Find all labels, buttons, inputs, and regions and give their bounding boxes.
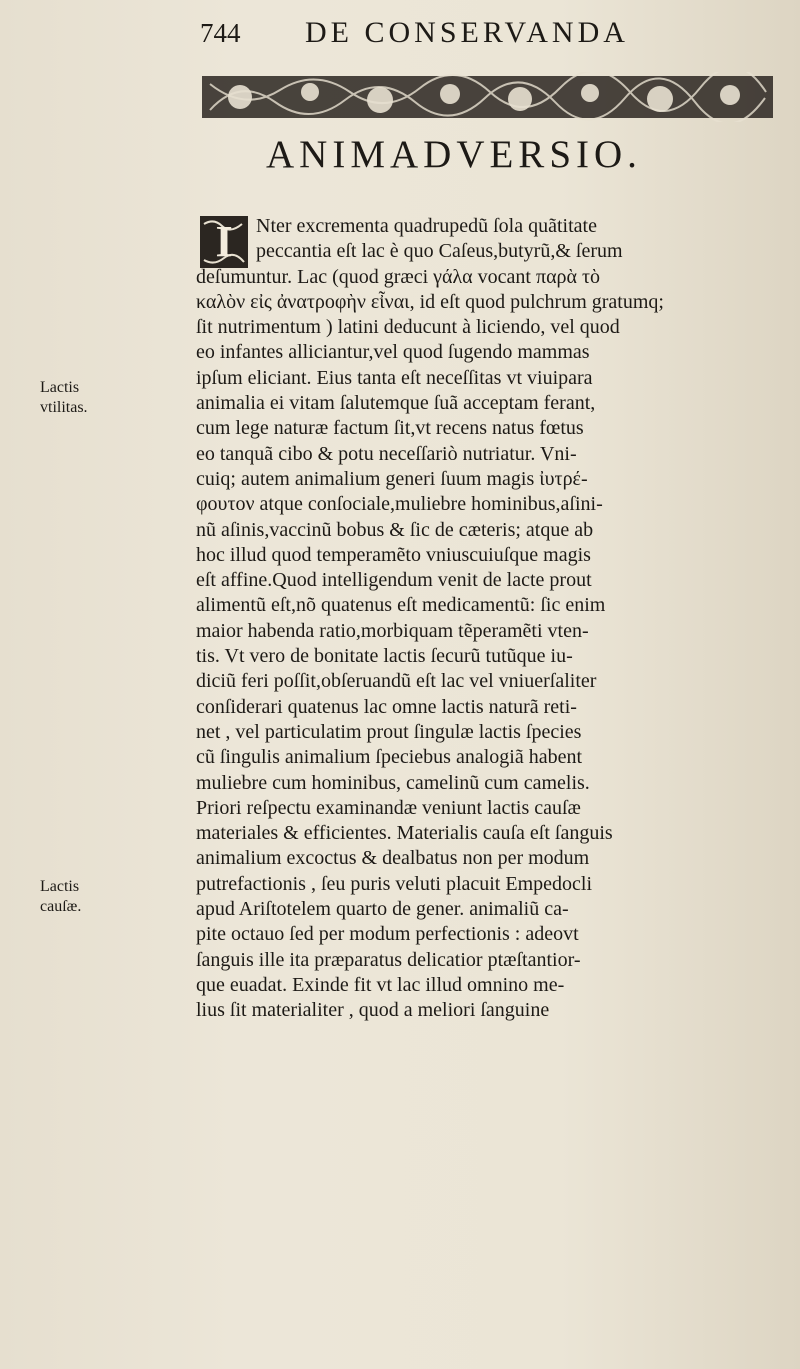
running-head: [0, 14, 800, 54]
body-line: maior habenda ratio,morbiquam tẽperamẽti vten-: [196, 619, 589, 642]
margin-note-line: cauſæ.: [40, 898, 82, 915]
body-line: eſt affine.Quod intelligendum venit de lacte prout: [196, 569, 592, 592]
margin-note-line: Lactis: [40, 878, 80, 895]
body-line: eo tanquã cibo & potu neceſſariò nutriatur. Vni-: [196, 442, 577, 465]
body-line: animalium excoctus & dealbatus non per modum: [196, 847, 590, 870]
body-line: cum lege naturæ factum ſit,vt recens natus fœtus: [196, 417, 584, 440]
body-line: animalia ei vitam ſalutemque ſuã acceptam ferant,: [196, 392, 596, 415]
body-line: diciũ feri poſſit,obſeruandũ eſt lac vel vniuerſaliter: [196, 670, 597, 693]
margin-note-lactis-causae: [40, 877, 140, 917]
body-line: ipſum eliciant. Eius tanta eſt neceſſitas vt viuipara: [196, 366, 593, 389]
body-line: ſit nutrimentum ) latini deducunt à liciendo, vel quod: [196, 316, 620, 339]
body-line: Priori reſpectu examinandæ veniunt lactis cauſæ: [196, 796, 581, 819]
ornamental-headpiece: [200, 72, 775, 122]
body-line: lius ſit materialiter , quod a meliori ſanguine: [196, 999, 550, 1022]
body-line: net , vel particulatim prout ſingulæ lactis ſpecies: [196, 720, 582, 743]
initial-letter: I: [215, 217, 233, 266]
margin-note-line: Lactis: [40, 379, 80, 396]
body-line: nũ aſinis,vaccinũ bobus & ſic de cæteris; atque ab: [196, 518, 594, 541]
margin-note-line: vtilitas.: [40, 399, 88, 416]
section-title: ANIMADVERSIO.: [266, 133, 642, 176]
body-line: materiales & efficientes. Materialis cauſa eſt ſanguis: [196, 822, 613, 845]
body-line: καλὸν εἰς ἀνατροφὴν εἶναι, id eſt quod pulchrum gratumq;: [196, 290, 664, 313]
margin-note-lactis-utilitas: [40, 378, 140, 418]
body-line: muliebre cum hominibus, camelinũ cum camelis.: [196, 771, 590, 794]
body-line: peccantia eſt lac è quo Caſeus,butyrũ,& ſerum: [256, 240, 623, 263]
body-line: Nter excrementa quadrupedũ ſola quãtitate: [256, 215, 597, 237]
body-text: [196, 214, 778, 1024]
body-line: eo infantes alliciantur,vel quod ſugendo mammas: [196, 341, 590, 364]
body-line: apud Ariſtotelem quarto de gener. animaliũ ca-: [196, 898, 569, 921]
body-line: ſanguis ille ita præparatus delicatior ptæſtantior-: [196, 948, 581, 971]
body-line: que euadat. Exinde fit vt lac illud omnino me-: [196, 973, 565, 996]
body-line: conſiderari quatenus lac omne lactis naturã reti-: [196, 695, 577, 718]
body-line: alimentũ eſt,nõ quatenus eſt medicamentũ: ſic enim: [196, 594, 606, 617]
body-line: cũ ſingulis animalium ſpeciebus analogiã habent: [196, 746, 583, 769]
body-line: pite octauo ſed per modum perfectionis : adeovt: [196, 923, 579, 946]
body-line: putrefactionis , ſeu puris veluti placuit Empedocli: [196, 872, 593, 895]
body-line: tis. Vt vero de bonitate lactis ſecurũ tutũque iu-: [196, 645, 573, 668]
body-line: deſumuntur. Lac (quod græci γάλα vocant παρὰ τὸ: [196, 265, 601, 288]
running-title: DE CONSERVANDA: [305, 16, 629, 49]
body-line: hoc illud quod temperamẽto vniuscuiuſque magis: [196, 543, 591, 566]
body-line: φουτον atque conſociale,muliebre hominibus,aſini-: [196, 493, 603, 516]
body-line: cuiq; autem animalium generi ſuum magis ἰυτρέ-: [196, 467, 588, 490]
page-number: 744: [200, 18, 241, 48]
